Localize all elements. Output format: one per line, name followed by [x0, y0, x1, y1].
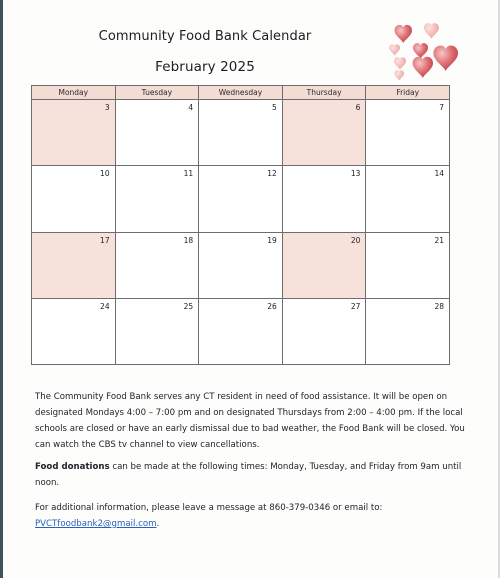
month-title: February 2025 [155, 59, 255, 75]
calendar-grid [31, 85, 450, 365]
calendar-day-cell: 17 [32, 232, 116, 298]
calendar-day-cell: 28 [366, 298, 450, 364]
donations-paragraph [35, 459, 479, 491]
calendar-day-cell: 18 [115, 232, 199, 298]
calendar-week [32, 166, 450, 232]
donations-text: can be made at the following times: Monday, Tuesday, and Friday from 9am until noon. [35, 462, 462, 488]
calendar-day-cell: 5 [199, 100, 283, 166]
calendar-day-cell: 19 [199, 232, 283, 298]
calendar-day-cell: 4 [115, 100, 199, 166]
calendar-day-cell: 7 [366, 100, 450, 166]
weekday-header: Thursday [282, 86, 366, 100]
page-title: Community Food Bank Calendar [98, 29, 312, 44]
calendar-day-cell: 21 [366, 232, 450, 298]
contact-paragraph [35, 500, 479, 532]
calendar-day-cell: 27 [282, 298, 366, 364]
weekday-header: Tuesday [115, 86, 199, 100]
calendar-week [32, 298, 450, 364]
calendar-day-cell: 25 [115, 298, 199, 364]
contact-text: For additional information, please leave a message at 860-379-0346 or email to: [35, 503, 383, 513]
calendar-day-cell: 12 [199, 166, 283, 232]
email-suffix: . [156, 519, 160, 529]
calendar-day-cell: 26 [199, 298, 283, 364]
calendar-day-cell: 13 [282, 166, 366, 232]
calendar-day-cell: 14 [366, 166, 450, 232]
weekday-header: Wednesday [199, 86, 283, 100]
calendar-day-cell: 3 [32, 100, 116, 166]
donations-label: Food donations [35, 462, 110, 472]
hearts-icon [382, 20, 462, 84]
scan-edge-left [0, 0, 3, 578]
email-link[interactable]: PVCTfoodbank2@gmail.com [35, 519, 157, 529]
service-info-paragraph: The Community Food Bank serves any CT resident in need of food assistance. It will be open on designated Mondays 4:00 – 7:00 pm and on designated Thursdays from 2:00 – 4:00 pm. If the local schools are closed or have an early dismissal due to bad weather, the Food Bank will be closed. You can watch the CBS tv channel to view cancellations. [35, 392, 465, 450]
calendar-day-cell: 6 [282, 100, 366, 166]
calendar-day-cell: 20 [282, 232, 366, 298]
calendar-week [32, 232, 450, 298]
calendar-day-cell: 24 [32, 298, 116, 364]
calendar-week [32, 100, 450, 166]
calendar-day-cell: 11 [115, 166, 199, 232]
weekday-header: Monday [32, 86, 116, 100]
weekday-header-row [32, 86, 450, 100]
calendar-day-cell: 10 [32, 166, 116, 232]
weekday-header: Friday [366, 86, 450, 100]
